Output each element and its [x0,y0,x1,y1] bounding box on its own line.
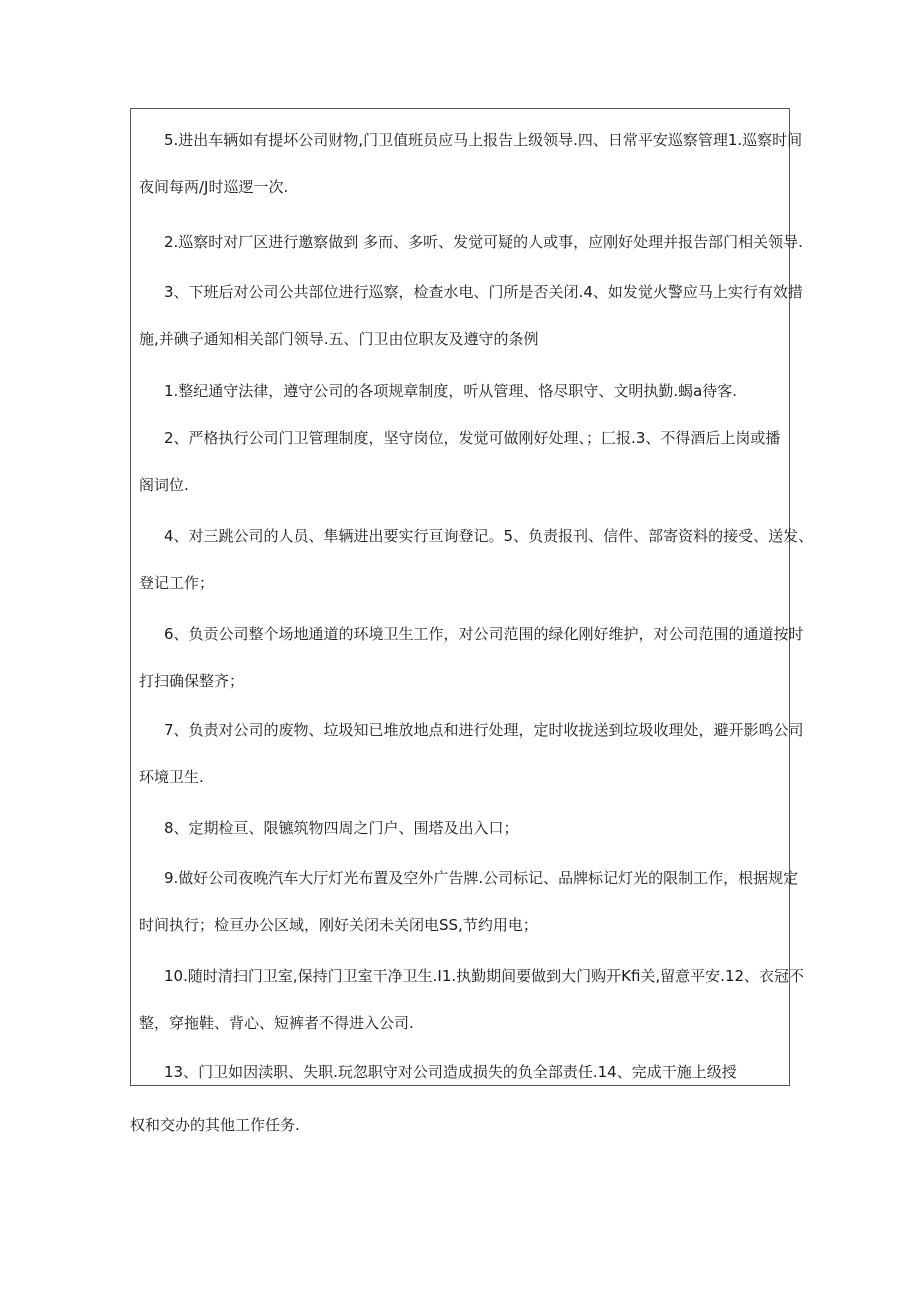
paragraph-item-13 [131,1049,789,1096]
text-line: 2.巡察时对厂区进行邀察做到 多而、多听、发觉可疑的人或事，应刚好处理并报告部门相关领导. [164,233,803,251]
paragraph-item-7 [131,707,804,801]
paragraph-item-2b [131,415,789,509]
paragraph-item-8 [131,805,789,852]
text-line: 阁词位. [139,476,189,494]
text-line: 5.进出车辆如有提坏公司财物,门卫值班员应马上报告上级领导.四、日常平安巡察管理1.巡察时间 [164,131,803,149]
text-line: 4、对三跳公司的人员、隼辆进出要实行亘询登记。5、负责报刊、信件、部寄资料的接受、送发、 [164,527,814,545]
text-line: 7、负责对公司的废物、垃圾知已堆放地点和进行处理，定时收拢送到垃圾收理处，避开影鸣公司 [164,721,804,739]
text-line: 2、严格执行公司门卫管理制度，坚守岗位，发觉可做刚好处理、；匚报.3、不得酒后上岗或播 [164,429,781,447]
text-line: 环境卫生. [139,768,204,786]
paragraph-item-3 [131,269,803,363]
text-line: 3、下班后对公司公共部位进行巡察，检查水电、门所是否关闭.4、如发觉火警应马上实行有效措 [164,283,803,301]
paragraph-item-6 [131,611,804,705]
paragraph-item-9 [131,855,799,949]
text-line: 登记工作； [139,574,215,592]
text-line: 8、定期检亘、限镳筑物四周之门户、围塔及出入口； [164,819,519,837]
document-frame [130,108,814,1086]
text-line: 10.随时清扫门卫室,保持门卫室干净卫生.I1.执勤期间要做到大门购开Kfi关,留意平安.12、衣冠不 [164,967,805,985]
text-line: 整，穿拖鞋、背心、短裤者不得进入公司. [139,1014,414,1032]
text-line: 13、门卫如因渎职、失职.玩忽职守对公司造成损失的负全部责任.14、完成干施上级授 [164,1063,737,1081]
paragraph-item-1 [131,368,789,415]
text-line: 夜间每两/J时巡逻一次. [139,178,289,196]
text-line: 打扫确保整齐； [139,672,245,690]
paragraph-item-4 [131,513,814,607]
paragraph-item-5 [131,117,803,211]
trailing-text-line: 权和交办的其他工作任务. [130,1116,300,1134]
text-line: 施,并碘子通知相关部门领导.五、门卫由位职友及遵守的条例 [139,330,539,348]
text-line: 时间执行；检亘办公区域，刚好关闭未关闭电SS,节约用电； [139,916,538,934]
text-line: 6、负贡公司整个场地通道的环境卫生工作，对公司范围的绿化刚好维护，对公司范围的通道按时 [164,625,804,643]
paragraph-item-2 [131,219,803,266]
text-line: 9.做好公司夜晚汽车大厅灯光布置及空外广告牌.公司标记、品牌标记灯光的限制工作，根据规定 [164,869,799,887]
text-line: 1.整纪通守法律，遵守公司的各项规章制度，听从管理、恪尽职守、文明执勤.蝎a待客. [164,382,738,400]
paragraph-item-10 [131,953,805,1047]
